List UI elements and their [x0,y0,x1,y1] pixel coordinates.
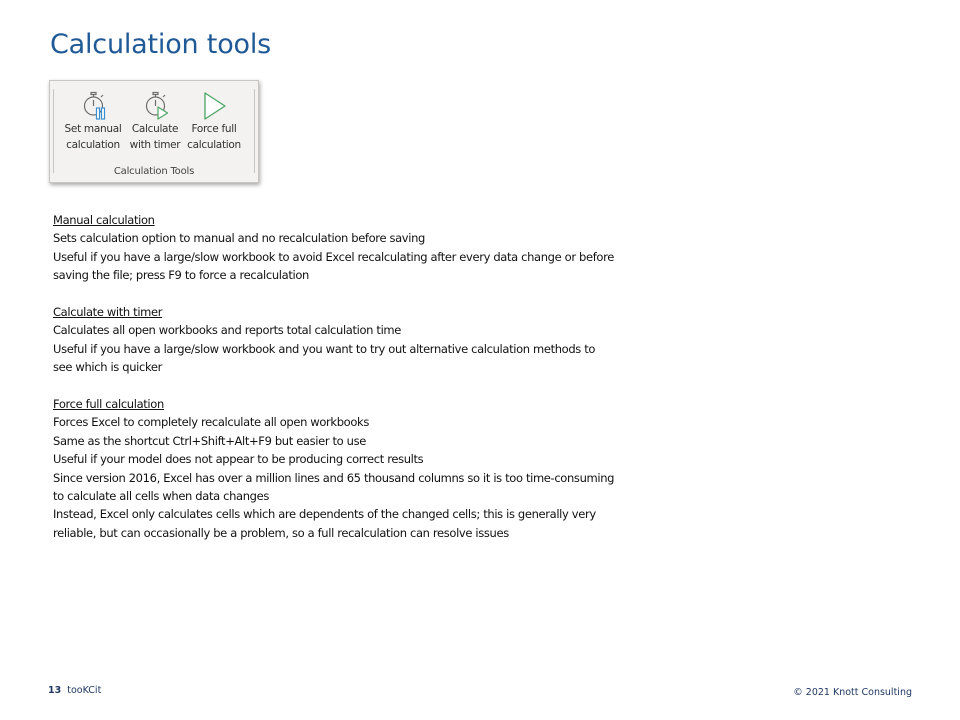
footer-brand: tooKCit [67,685,102,696]
force-full-calculation-button[interactable] [184,91,244,159]
section-line: reliable, but can occasionally be a problem, so a full recalculation can resolve issues [53,525,509,540]
ribbon-separator-left [53,89,54,173]
ribbon-separator-right [254,89,255,173]
section-line: saving the file; press F9 to force a recalculation [53,268,309,283]
stopwatch-play-icon [141,91,169,121]
section-line: Same as the shortcut Ctrl+Shift+Alt+F9 but easier to use [53,433,366,448]
set-manual-calculation-label-line1: Set manual [64,123,122,135]
ribbon-group-calculation-tools [49,80,259,183]
set-manual-calculation-label-line2: calculation [66,139,120,151]
section-line: Since version 2016, Excel has over a million lines and 65 thousand columns so it is too time-consuming [53,470,615,485]
section-line: Useful if you have a large/slow workbook and you want to try out alternative calculation methods to [53,341,596,356]
set-manual-calculation-button[interactable] [60,91,126,159]
footer-page-info [48,685,101,696]
section-force-full-calculation [53,395,653,542]
section-heading: Manual calculation [53,213,155,227]
page-title: Calculation tools [50,29,271,60]
force-full-calculation-label-line1: Force full [191,123,237,135]
page-number: 13 [48,685,62,696]
section-calculate-with-timer [53,303,653,377]
calculate-with-timer-label-line1: Calculate [131,123,179,135]
section-line: see which is quicker [53,360,162,375]
stopwatch-pause-icon [79,91,107,121]
force-full-calculation-label-line2: calculation [187,139,241,151]
calculate-with-timer-label-line2: with timer [129,139,181,151]
calculate-with-timer-button[interactable] [127,91,183,159]
section-line: Instead, Excel only calculates cells which are dependents of the changed cells; this is generally very [53,507,596,522]
play-triangle-icon [200,91,228,121]
section-line: to calculate all cells when data changes [53,489,269,504]
section-heading: Force full calculation [53,397,164,412]
section-line: Useful if you have a large/slow workbook to avoid Excel recalculating after every data change or before [53,249,614,264]
description-content [53,211,653,561]
footer-copyright: © 2021 Knott Consulting [793,687,912,698]
section-line: Sets calculation option to manual and no recalculation before saving [53,231,425,246]
section-manual-calculation [53,211,653,285]
section-line: Calculates all open workbooks and reports total calculation time [53,323,402,338]
section-line: Useful if your model does not appear to be producing correct results [53,452,424,467]
section-line: Forces Excel to completely recalculate all open workbooks [53,415,370,430]
section-heading: Calculate with timer [53,305,163,320]
ribbon-group-label: Calculation Tools [113,166,195,177]
